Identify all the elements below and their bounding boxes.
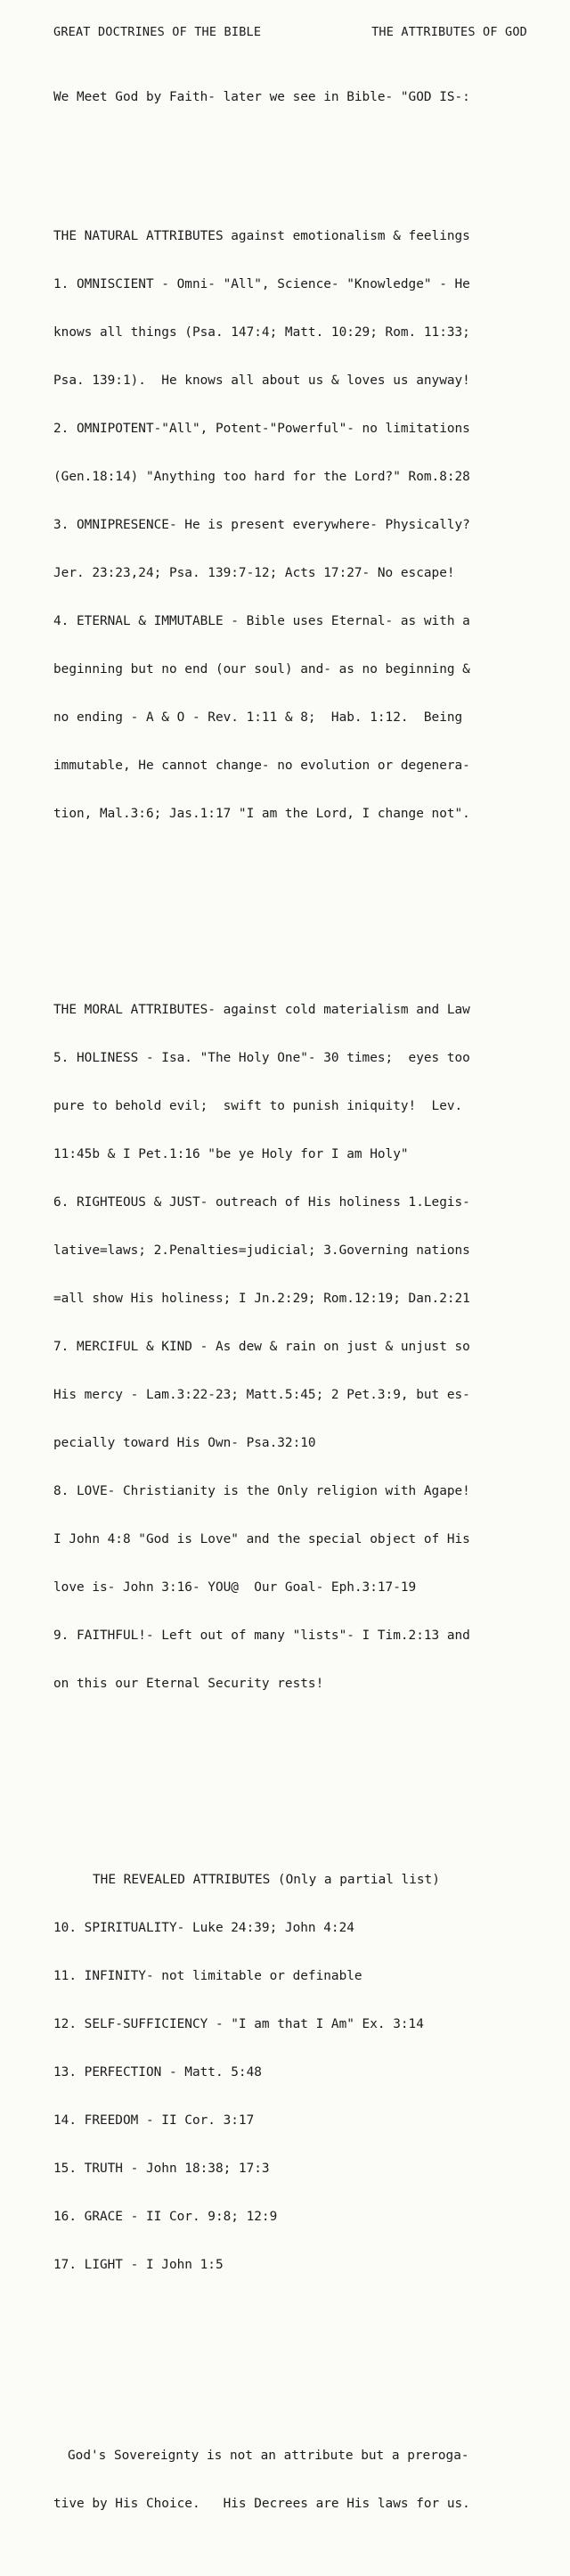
section-line: lative=laws; 2.Penalties=judicial; 3.Governing nations xyxy=(53,1243,470,1258)
section-line: His mercy - Lam.3:22-23; Matt.5:45; 2 Pet.3:9, but es- xyxy=(53,1388,470,1402)
section-line: beginning but no end (our soul) and- as no beginning & xyxy=(53,662,470,677)
list-item: 13. PERFECTION - Matt. 5:48 xyxy=(53,2065,262,2080)
intro-line: We Meet God by Faith- later we see in Bible- "GOD IS-: xyxy=(53,90,470,104)
moral-attributes-section xyxy=(53,970,534,1724)
list-item: 17. LIGHT - I John 1:5 xyxy=(53,2258,224,2272)
header-topic-title: THE ATTRIBUTES OF GOD xyxy=(371,25,527,39)
section-line: 8. LOVE- Christianity is the Only religion with Agape! xyxy=(53,1484,470,1498)
section-line: 5. HOLINESS - Isa. "The Holy One"- 30 times; eyes too xyxy=(53,1051,470,1065)
section-line: no ending - A & O - Rev. 1:11 & 8; Hab. 1:12. Being xyxy=(53,710,463,725)
section-line: Psa. 139:1). He knows all about us & loves us anyway! xyxy=(53,373,470,388)
list-item: 15. TRUTH - John 18:38; 17:3 xyxy=(53,2162,270,2176)
section-line: 4. ETERNAL & IMMUTABLE - Bible uses Eternal- as with a xyxy=(53,614,470,628)
section-line: 7. MERCIFUL & KIND - As dew & rain on just & unjust so xyxy=(53,1340,470,1354)
section-line: 6. RIGHTEOUS & JUST- outreach of His holiness 1.Legis- xyxy=(53,1195,470,1210)
list-item: 16. GRACE - II Cor. 9:8; 12:9 xyxy=(53,2210,278,2224)
section-line: THE MORAL ATTRIBUTES- against cold materialism and Law xyxy=(53,1003,470,1017)
section-line: 9. FAITHFUL!- Left out of many "lists"- I Tim.2:13 and xyxy=(53,1628,470,1643)
document-body xyxy=(53,57,534,2576)
closing-paragraph xyxy=(53,2416,534,2544)
section-line: THE NATURAL ATTRIBUTES against emotionalism & feelings xyxy=(53,229,470,243)
list-item: 14. FREEDOM - II Cor. 3:17 xyxy=(53,2113,255,2128)
section-line: I John 4:8 "God is Love" and the special object of His xyxy=(53,1532,470,1546)
section-line: 11:45b & I Pet.1:16 "be ye Holy for I am Holy" xyxy=(53,1147,409,1161)
natural-attributes-section xyxy=(53,196,534,854)
section-line: (Gen.18:14) "Anything too hard for the Lord?" Rom.8:28 xyxy=(53,470,470,484)
section-line: 3. OMNIPRESENCE- He is present everywhere- Physically? xyxy=(53,518,470,532)
header-series-title: GREAT DOCTRINES OF THE BIBLE xyxy=(53,25,262,39)
section-line: Jer. 23:23,24; Psa. 139:7-12; Acts 17:27- No escape! xyxy=(53,566,455,580)
list-item: 10. SPIRITUALITY- Luke 24:39; John 4:24 xyxy=(53,1921,354,1935)
section-line: 2. OMNIPOTENT-"All", Potent-"Powerful"- no limitations xyxy=(53,422,470,436)
section-line: pure to behold evil; swift to punish iniquity! Lev. xyxy=(53,1099,463,1113)
list-item: 11. INFINITY- not limitable or definable xyxy=(53,1969,362,1983)
section-line: love is- John 3:16- YOU@ Our Goal- Eph.3:17-19 xyxy=(53,1580,417,1595)
revealed-heading: THE REVEALED ATTRIBUTES (Only a partial list) xyxy=(93,1873,440,1887)
section-line: pecially toward His Own- Psa.32:10 xyxy=(53,1436,316,1450)
section-line: immutable, He cannot change- no evolution or degenera- xyxy=(53,759,470,773)
section-line: tion, Mal.3:6; Jas.1:17 "I am the Lord, I change not". xyxy=(53,807,470,821)
closing-line: tive by His Choice. His Decrees are His laws for us. xyxy=(53,2497,470,2511)
section-line: 1. OMNISCIENT - Omni- "All", Science- "Knowledge" - He xyxy=(53,277,470,291)
section-line: on this our Eternal Security rests! xyxy=(53,1677,324,1691)
closing-line: God's Sovereignty is not an attribute but a preroga- xyxy=(68,2449,469,2463)
section-line: knows all things (Psa. 147:4; Matt. 10:29; Rom. 11:33; xyxy=(53,325,470,340)
revealed-attributes-section xyxy=(53,1840,534,2305)
list-item: 12. SELF-SUFFICIENCY - "I am that I Am" Ex. 3:14 xyxy=(53,2017,424,2031)
section-line: =all show His holiness; I Jn.2:29; Rom.12:19; Dan.2:21 xyxy=(53,1292,470,1306)
